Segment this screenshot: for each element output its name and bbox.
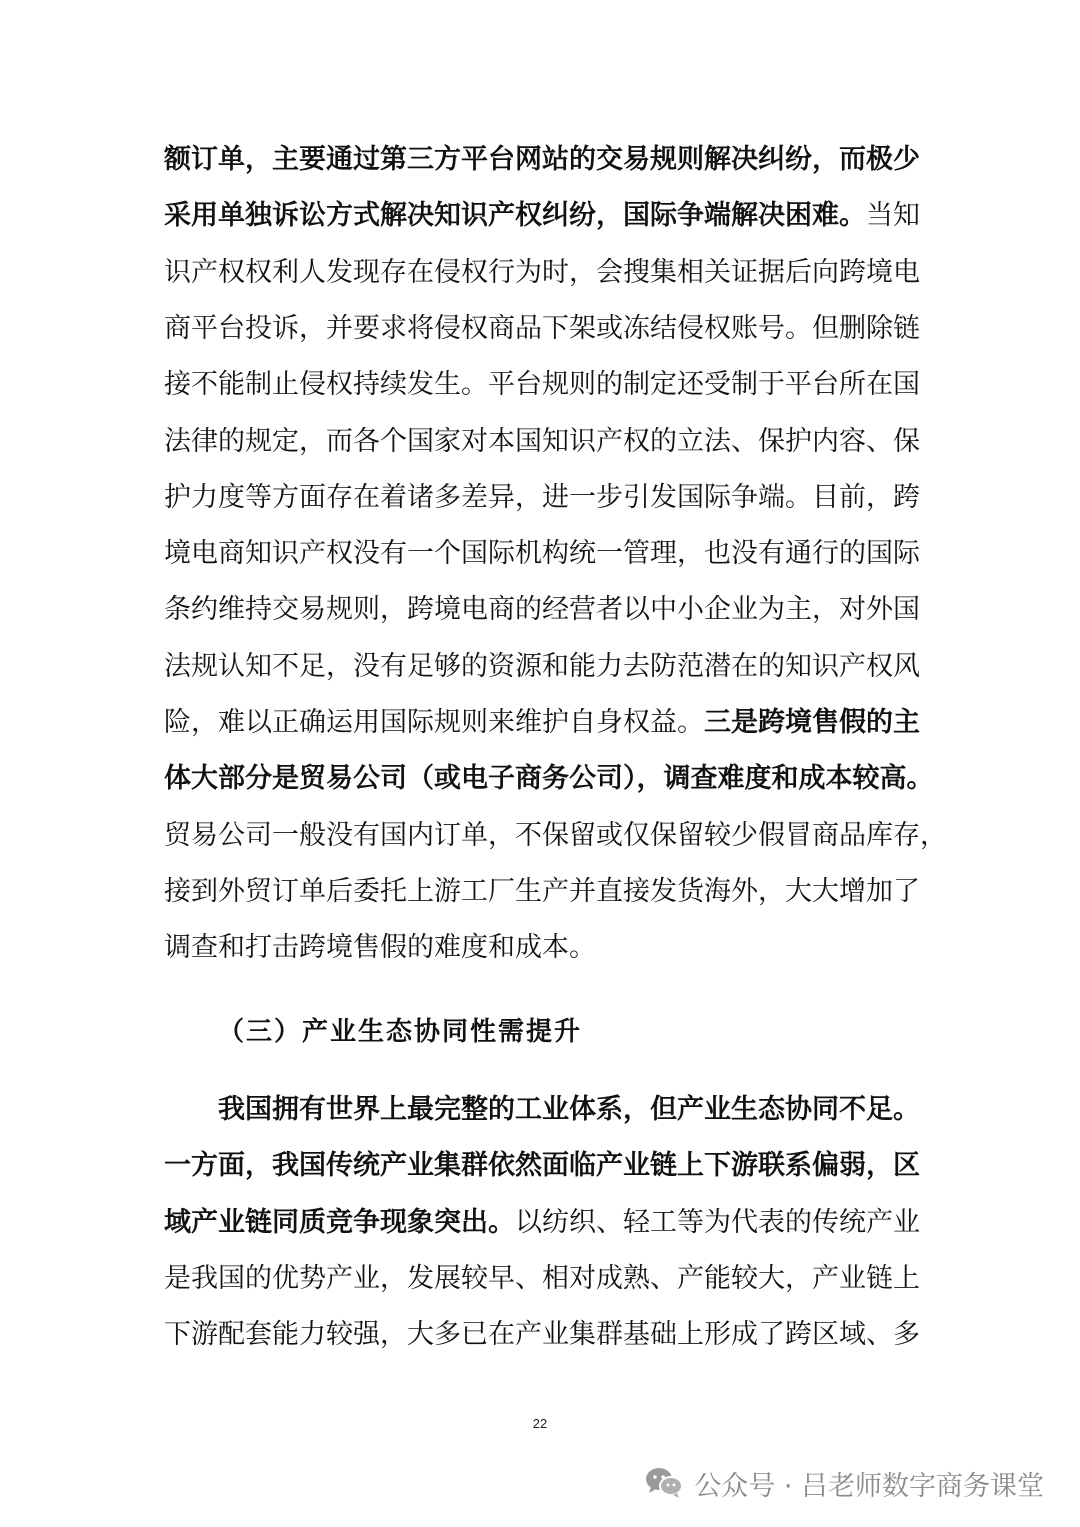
- text-line: [164, 365, 920, 405]
- text-run: 商平台投诉，并要求将侵权商品下架或冻结侵权账号。但删除链: [164, 312, 920, 344]
- text-line: [164, 928, 916, 968]
- text-run: 调查和打击跨境售假的难度和成本。: [164, 932, 596, 964]
- text-run: 法规认知不足，没有足够的资源和能力去防范潜在的知识产权风: [164, 650, 920, 682]
- bold-text-run: 域产业链同质竞争现象突出。: [164, 1206, 515, 1238]
- bold-text-run: 体大部分是贸易公司（或电子商务公司），调查难度和成本较高。: [164, 763, 934, 795]
- text-line: [164, 1203, 920, 1243]
- text-run: 当知: [866, 200, 920, 232]
- text-line: [164, 253, 920, 293]
- text-line: [164, 196, 920, 236]
- text-line: [164, 534, 920, 574]
- text-line: [164, 309, 920, 349]
- text-line: [164, 759, 934, 799]
- watermark-label: 公众号 · 吕老师数字商务课堂: [694, 1470, 1044, 1502]
- bold-text-run: 我国拥有世界上最完整的工业体系，但产业生态协同不足。: [218, 1094, 920, 1125]
- text-run: 境电商知识产权没有一个国际机构统一管理，也没有通行的国际: [164, 538, 920, 570]
- text-line: [164, 590, 920, 630]
- text-run: 以纺织、轻工等为代表的传统产业: [515, 1206, 920, 1238]
- bold-text-run: 额订单，主要通过第三方平台网站的交易规则解决纠纷，而极少: [164, 144, 920, 175]
- text-run: 贸易公司一般没有国内订单，不保留或仅保留较少假冒商品库存，: [164, 819, 947, 851]
- text-run: 识产权权利人发现存在侵权行为时，会搜集相关证据后向跨境电: [164, 256, 920, 288]
- watermark: [644, 1460, 1044, 1506]
- text-line: [164, 1259, 920, 1299]
- text-run: 护力度等方面存在着诸多差异，进一步引发国际争端。目前，跨: [164, 481, 920, 513]
- text-line: [164, 703, 920, 743]
- text-run: 条约维持交易规则，跨境电商的经营者以中小企业为主，对外国: [164, 594, 920, 626]
- text-run: 接不能制止侵权持续发生。平台规则的制定还受制于平台所在国: [164, 369, 920, 401]
- text-run: 下游配套能力较强，大多已在产业集群基础上形成了跨区域、多: [164, 1319, 920, 1351]
- bold-text-run: 一方面，我国传统产业集群依然面临产业链上下游联系偏弱，区: [164, 1150, 920, 1182]
- text-run: 是我国的优势产业，发展较早、相对成熟、产能较大，产业链上: [164, 1262, 920, 1294]
- bold-text-run: 采用单独诉讼方式解决知识产权纠纷，国际争端解决困难。: [164, 200, 866, 232]
- text-line: [164, 478, 920, 518]
- text-line: [164, 647, 920, 687]
- wechat-icon: [644, 1466, 684, 1500]
- text-line: [218, 1090, 920, 1130]
- text-line: [164, 816, 947, 856]
- text-run: 险，难以正确运用国际规则来维护自身权益。: [164, 707, 704, 738]
- section-heading: （三）产业生态协同性需提升: [218, 1017, 583, 1047]
- text-line: [164, 140, 920, 180]
- text-run: 法律的规定，而各个国家对本国知识产权的立法、保护内容、保: [164, 425, 920, 457]
- bold-text-run: 三是跨境售假的主: [704, 707, 920, 738]
- text-line: [164, 422, 920, 462]
- text-line: [164, 872, 920, 912]
- text-line: [164, 1315, 920, 1355]
- text-run: 接到外贸订单后委托上游工厂生产并直接发货海外，大大增加了: [164, 875, 920, 907]
- text-line: [164, 1146, 920, 1186]
- page-number: 22: [532, 1416, 548, 1431]
